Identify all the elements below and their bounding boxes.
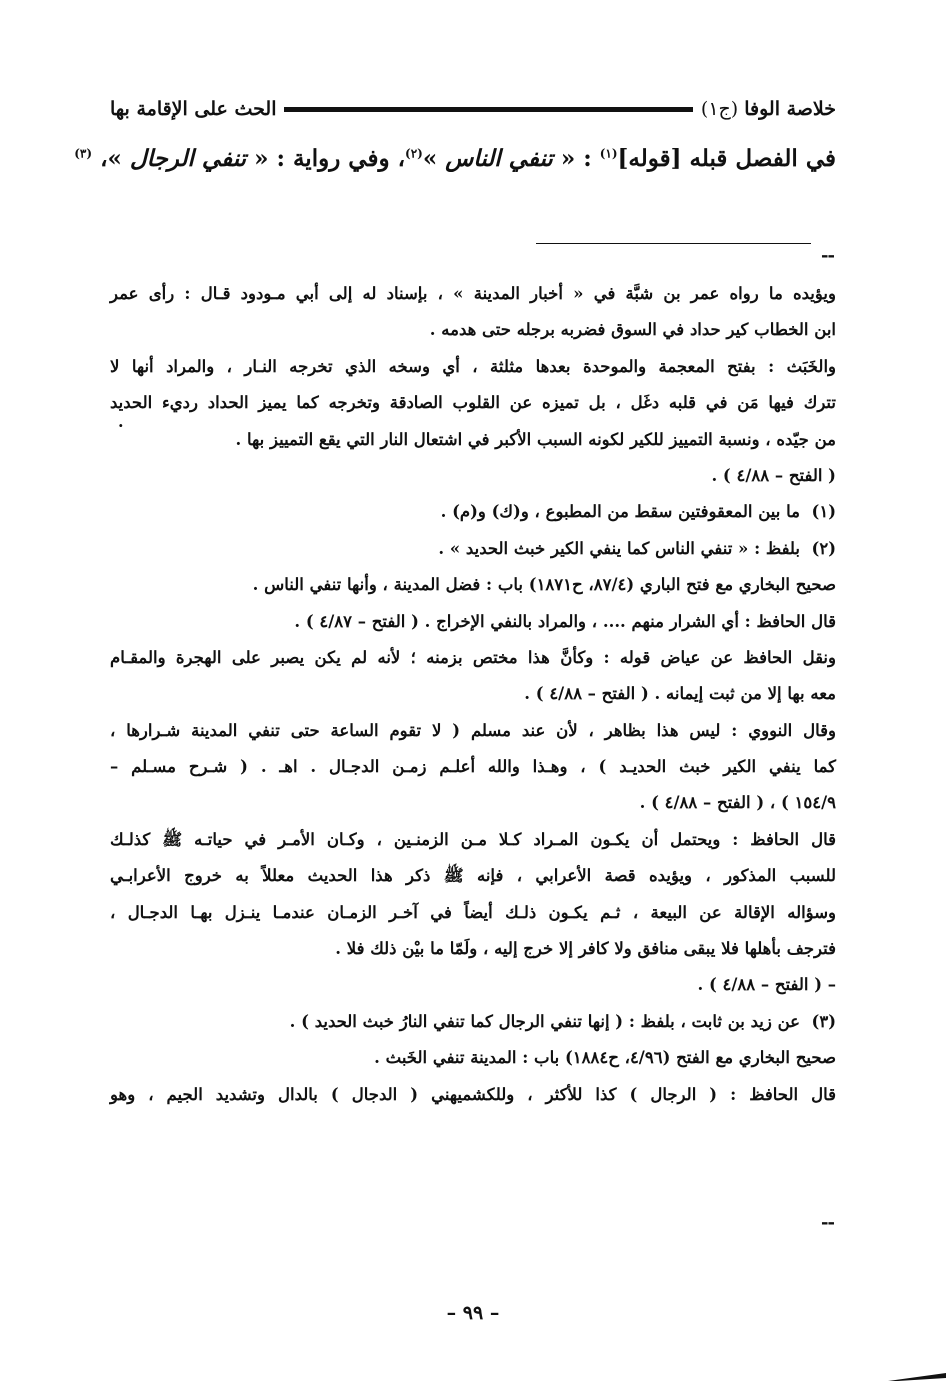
running-header xyxy=(110,92,836,126)
main-intro: في الفصل قبله [قوله] xyxy=(617,145,836,172)
scan-edge-mark xyxy=(888,1372,946,1382)
footnote-line: قال الحافظ : أي الشرار منهم .... ، والمراد بالنفي الإخراج . ( الفتح – ٤/٨٧ ) . xyxy=(294,611,836,631)
continuation-line: تترك فيها مَن في قلبه دغَل ، بل تميزه عن القلوب الصادقة وتخرجه كما يميز الحداد رديء الحديد xyxy=(110,393,836,413)
footnote-line: قال الحافظ : ويحتمل أن يكـون المـراد كـلا مـن الزمنـين ، وكـان الأمـر في حياتـه ﷺ كذلـك xyxy=(110,829,836,849)
footnote-ref-3: (٣) xyxy=(74,146,93,161)
footnote-line: بلفظ : « تنفي الناس كما ينفي الكير خبث الحديد » . xyxy=(438,538,800,558)
continuation-dash-bottom: -- xyxy=(821,1212,834,1233)
footnote-3 xyxy=(110,1004,836,1113)
footnote-ref-1: (١) xyxy=(599,146,618,161)
footnote-line: معه بها إلا من ثبت إيمانه . ( الفتح – ٤/٨٨ ) . xyxy=(524,684,836,704)
footnote-line: قال الحافظ : ( الرجال ) كذا للأكثر ، وللكشميهني ( الدجال ) بالدال وتشديد الجيم ، وهو xyxy=(110,1084,836,1104)
quote-people: تنفي الناس xyxy=(445,145,553,172)
footnote-line: وسؤاله الإقالة عن البيعة ، ثـم يكـون ذلـك أيضاً في آخـر الزمـان عندمـا ينـزل بهـا الدجـال ، xyxy=(110,902,836,922)
main-text-line xyxy=(74,145,836,172)
footnote-line: فترجف بأهلها فلا يبقى منافق ولا كافر إلا خرج إليه ، ولَمّا ما بيْن ذلك فلا . xyxy=(335,939,836,959)
quote-men: تنفي الرجال xyxy=(129,145,247,172)
footnote-number: (٣) xyxy=(811,1011,836,1031)
footnote-line: – ( الفتح – ٤/٨٨ ) . xyxy=(697,975,836,995)
footnote-line: صحيح البخاري مع الفتح (٤/٩٦، ح١٨٨٤) باب : المدينة تنفي الخَبث . xyxy=(374,1048,836,1068)
main-close-1: » xyxy=(422,145,446,172)
page-number: – ٩٩ – xyxy=(446,1302,500,1324)
footnote-line: ما بين المعقوفتين سقط من المطبوع ، و(ك) و(م) . xyxy=(440,502,800,522)
footnote-line: عن زيد بن ثابت ، بلفظ : ( إنها تنفي الرجال كما تنفي النارُ خبث الحديد ) . xyxy=(289,1011,800,1031)
chapter-title: الحث على الإقامة بها xyxy=(110,98,277,120)
book-title: خلاصة الوفا xyxy=(744,98,836,120)
footnote-1 xyxy=(110,494,836,530)
footnote-number: (٢) xyxy=(811,538,836,558)
main-middle: ، وفي رواية : « xyxy=(254,145,406,172)
continuation-line: والخَبَث : بفتح المعجمة والموحدة بعدها مثلثة ، أي وسخه الذي تخرجه النـار ، والمراد أنها لا xyxy=(110,356,836,376)
footnote-line: صحيح البخاري مع فتح الباري (٨٧/٤، ح١٨٧١) باب : فضل المدينة ، وأنها تنفي الناس . xyxy=(252,575,836,595)
footnote-line: ١٥٤/٩ ) ، ( الفتح – ٤/٨٨ ) . xyxy=(639,793,836,813)
continuation-dash-top: -- xyxy=(821,245,834,266)
continuation-line: ( الفتح – ٤/٨٨ ) . xyxy=(711,465,836,485)
footnote-number: (١) xyxy=(811,502,836,522)
footnote-ref-2: (٢) xyxy=(405,146,423,161)
continuation-line: من جيّده ، ونسبة التمييز للكير لكونه السبب الأكبر في اشتعال النار التي يقع التمييز بها . xyxy=(235,429,836,449)
footnotes-area xyxy=(110,276,836,1113)
footnote-line: ونقل الحافظ عن عياض قوله : وكأنَّ هذا مختص بزمنه ؛ لأنه لم يكن يصبر على الهجرة والمقـام xyxy=(110,647,836,667)
stray-dot: . xyxy=(118,412,124,431)
footnote-continuation xyxy=(110,276,836,494)
header-rule xyxy=(284,107,692,112)
continuation-line: ويؤيده ما رواه عمر بن شبَّة في « أخبار المدينة » ، بإسناد له إلى أبي مـودود قـال : رأى عمر xyxy=(110,284,836,303)
volume-label: (ج١) xyxy=(700,98,739,120)
footnote-line: وقال النووي : ليس هذا بظاهر ، لأن عند مسلم ( لا تقوم الساعة حتى تنفي المدينة شـرارها ، xyxy=(110,720,836,740)
main-colon-open: : « xyxy=(560,145,600,172)
footnote-line: كما ينفي الكير خبث الحديـد ) ، وهـذا والله أعلـم زمـن الدجـال . اهـ . ( شـرح مسـلم – xyxy=(110,757,836,777)
footnote-line: للسبب المذكور ، ويؤيده قصة الأعرابي ، فإنه ﷺ ذكر هذا الحديث معللاً به خروج الأعرابـي xyxy=(110,866,836,886)
continuation-line: ابن الخطاب كير حداد في السوق فضربه برجله حتى هدمه . xyxy=(429,320,836,340)
footnote-2 xyxy=(110,531,836,1004)
footnote-separator xyxy=(536,243,811,244)
main-close-2: »، xyxy=(100,145,130,172)
